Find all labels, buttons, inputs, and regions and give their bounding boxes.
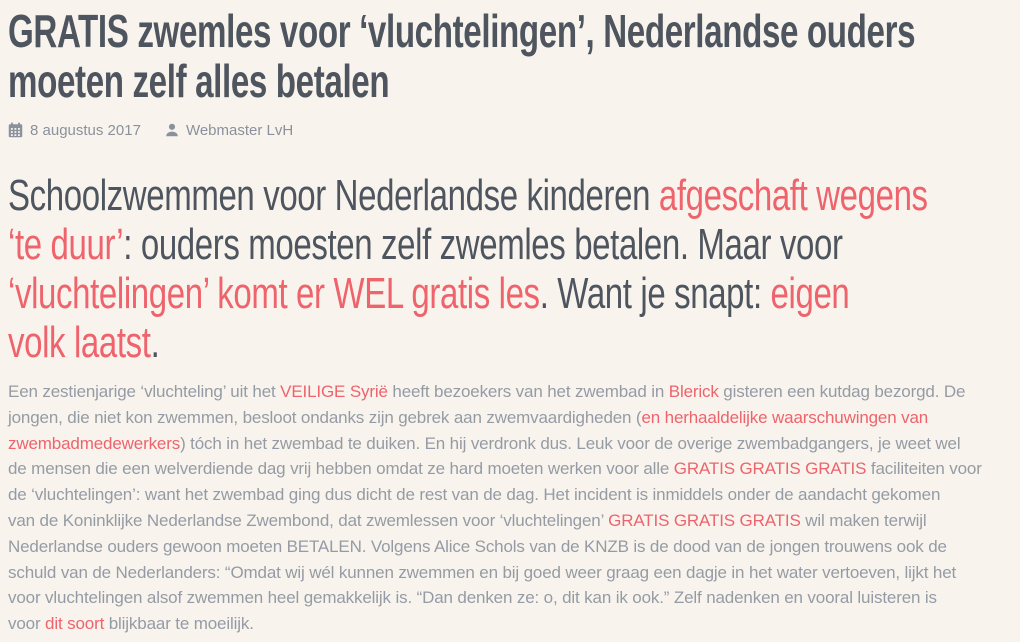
post-date-label: 8 augustus 2017 xyxy=(30,121,141,139)
inline-link[interactable]: Blerick xyxy=(668,382,719,401)
text-run: van de Koninklijke Nederlandse Zwembond, dat zwemlessen voor ‘vluchtelingen’ xyxy=(8,510,609,530)
body-line xyxy=(8,534,1012,560)
inline-link[interactable]: GRATIS GRATIS GRATIS xyxy=(673,459,867,479)
text-run: ) tóch in het zwembad te duiken. En hij verdronk dus. Leuk voor de overige zwembadgangers, je weet wel xyxy=(180,433,961,453)
text-run: de mensen die een welverdiende dag vrij hebben omdat ze hard moeten werken voor alle xyxy=(8,459,674,479)
body-paragraph xyxy=(8,379,1012,637)
inline-link[interactable]: zwembadmedewerkers xyxy=(8,433,181,453)
inline-link[interactable]: eigen xyxy=(770,269,850,318)
text-run: Nederlandse ouders gewoon moeten BETALEN. Volgens Alice Schols van de KNZB is de dood van de jongen trouwens ook de xyxy=(8,536,947,556)
text-run: Een zestienjarige ‘vluchteling’ uit het xyxy=(8,382,281,401)
inline-link[interactable]: en herhaaldelijke waarschuwingen van xyxy=(641,407,929,427)
text-run: voor vluchtelingen alsof zwemmen heel gemakkelijk is. “Dan denken ze: o, dit kan ik ook.” Zelf nadenken en vooral luisteren is xyxy=(8,588,937,608)
inline-link[interactable]: dit soort xyxy=(45,614,105,634)
title-line xyxy=(8,6,1020,56)
text-run: de ‘vluchtelingen’: want het zwembad ging dus dicht de rest van de dag. Het incident is inmiddels onder de aandacht gekomen xyxy=(8,485,941,505)
body-line xyxy=(8,456,1012,482)
inline-link[interactable]: volk laatst xyxy=(8,318,151,367)
intro-line xyxy=(8,318,1020,367)
inline-link[interactable]: afgeschaft wegens xyxy=(658,171,928,220)
text-run: jongen, die niet kon zwemmen, besloot ondanks zijn gebrek aan zwemvaardigheden ( xyxy=(8,407,642,427)
text-run: Schoolzwemmen voor Nederlandse kinderen xyxy=(8,171,659,220)
body-line xyxy=(8,611,1012,637)
body-line xyxy=(8,560,1012,586)
text-run: blijkbaar te moeilijk. xyxy=(104,614,254,634)
text-run: GRATIS zwemles voor ‘vluchtelingen’, Nederlandse ouders xyxy=(8,5,916,57)
body-line xyxy=(8,585,1012,611)
body-line xyxy=(8,482,1012,508)
body-line xyxy=(8,508,1012,534)
text-run: wil maken terwijl xyxy=(800,510,927,530)
body-line xyxy=(8,405,1012,431)
body-line xyxy=(8,431,1012,457)
intro-line xyxy=(8,220,1020,269)
intro-line xyxy=(8,269,1020,318)
text-run: gisteren een kutdag bezorgd. De xyxy=(718,382,966,401)
body-line xyxy=(8,379,1012,405)
text-run: voor xyxy=(8,614,46,634)
inline-link[interactable]: VEILIGE Syrië xyxy=(280,382,388,401)
text-run: . Want je snapt: xyxy=(539,269,771,318)
post-author-label: Webmaster LvH xyxy=(185,121,294,139)
user-icon xyxy=(165,123,179,137)
post-author[interactable] xyxy=(165,122,293,139)
calendar-icon xyxy=(8,122,23,138)
inline-link[interactable]: ‘vluchtelingen’ komt er WEL gratis les xyxy=(8,269,540,318)
title-line xyxy=(8,56,1020,106)
intro-paragraph xyxy=(8,171,1020,367)
text-run: . xyxy=(150,318,160,367)
text-run: faciliteiten voor xyxy=(866,459,982,479)
intro-line xyxy=(8,171,1020,220)
post-date xyxy=(8,122,141,139)
inline-link[interactable]: ‘te duur’ xyxy=(8,220,124,269)
text-run: heeft bezoekers van het zwembad in xyxy=(387,382,669,401)
text-run: moeten zelf alles betalen xyxy=(8,55,390,107)
post-meta xyxy=(8,120,1012,140)
page-title xyxy=(8,6,1020,106)
text-run: : ouders moesten zelf zwemles betalen. Maar voor xyxy=(123,220,843,269)
text-run: schuld van de Nederlanders: “Omdat wij wél kunnen zwemmen en bij goed weer graag een dagje in het water vertoeven, lijkt het xyxy=(8,562,957,582)
inline-link[interactable]: GRATIS GRATIS GRATIS xyxy=(608,510,801,530)
